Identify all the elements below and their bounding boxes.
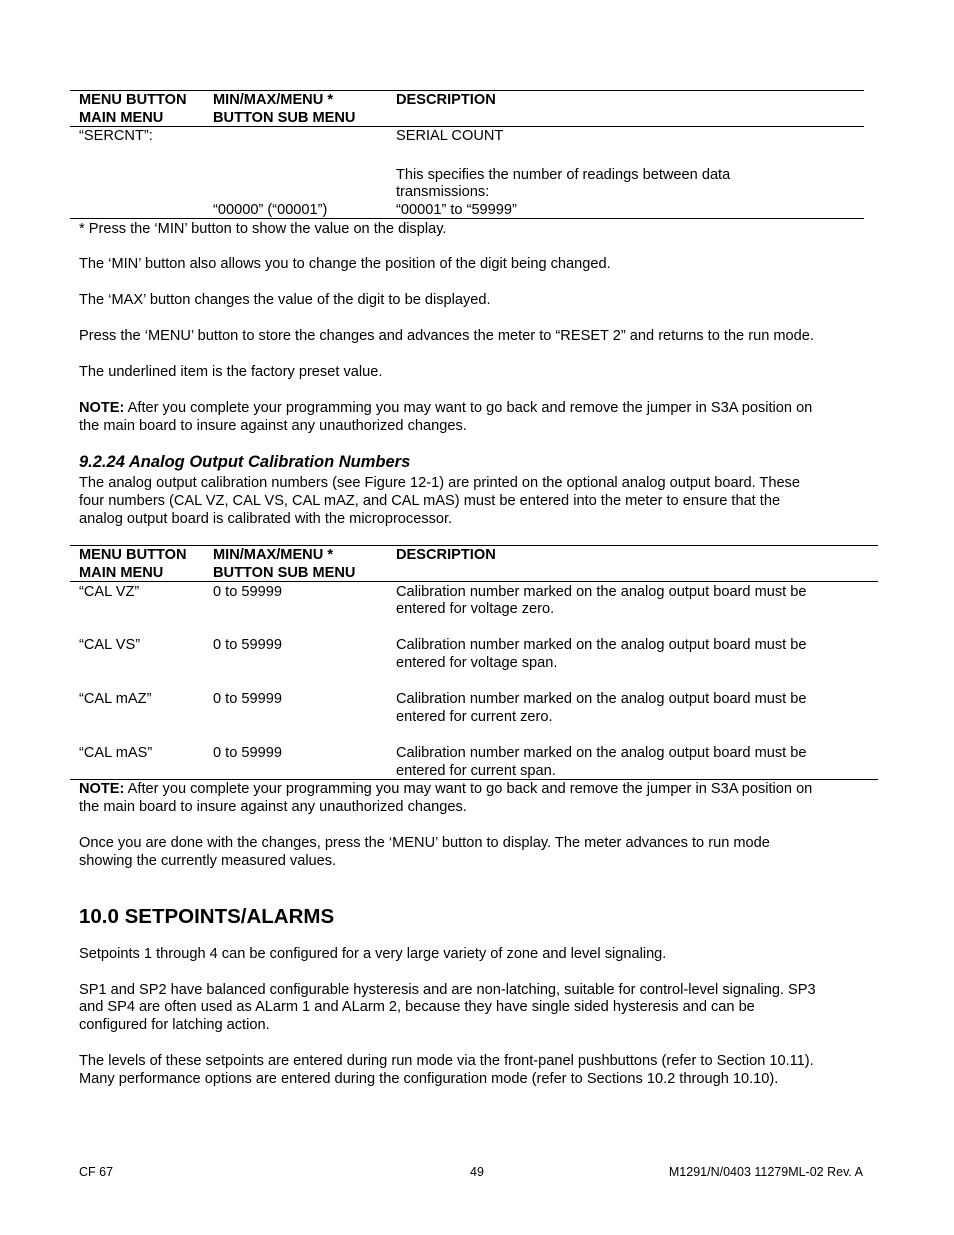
note2-line1 — [79, 780, 879, 798]
note-underlined: The underlined item is the factory preset value. — [79, 364, 383, 380]
done-para-line2: showing the currently measured values. — [79, 853, 337, 869]
table1-desc-line1: This specifies the number of readings between data — [396, 167, 731, 183]
table1-header-col1-line1: MENU BUTTON — [79, 92, 187, 108]
note-min-button: The ‘MIN’ button also allows you to change the position of the digit being changed. — [79, 256, 611, 272]
table2-header-col2-line1: MIN/MAX/MENU * — [213, 547, 333, 563]
table1-range: “00001” to “59999” — [396, 202, 517, 218]
note2-line2: the main board to insure against any unauthorized changes. — [79, 799, 467, 815]
table2-row4-desc1: Calibration number marked on the analog output board must be — [396, 745, 807, 761]
table1-bottom-rule — [70, 218, 864, 219]
table2-row4-desc2: entered for current span. — [396, 763, 556, 779]
table2-row3-range: 0 to 59999 — [213, 691, 282, 707]
section-924-line1: The analog output calibration numbers (see Figure 12-1) are printed on the optional analog output board. These — [79, 475, 800, 491]
footer-left: CF 67 — [79, 1165, 114, 1179]
note1-label: NOTE: — [79, 400, 125, 416]
section-924-line2: four numbers (CAL VZ, CAL VS, CAL mAZ, and CAL mAS) must be entered into the meter to ensure that the — [79, 493, 781, 509]
table1-desc-line2: transmissions: — [396, 184, 490, 200]
table2-row2-range: 0 to 59999 — [213, 637, 282, 653]
table2-row3-menu: “CAL mAZ” — [79, 691, 152, 707]
table2-row1-menu: “CAL VZ” — [79, 584, 140, 600]
table2-row2-desc1: Calibration number marked on the analog output board must be — [396, 637, 807, 653]
table1-menu-cell: “SERCNT”: — [79, 128, 153, 144]
note-press-min: * Press the ‘MIN’ button to show the value on the display. — [79, 221, 447, 237]
table2-header-col2-line2: BUTTON SUB MENU — [213, 565, 356, 581]
section-10-p3-line1: The levels of these setpoints are entered during run mode via the front-panel pushbuttons (refer to Section 10.11). — [79, 1053, 814, 1069]
note1-line2: the main board to insure against any unauthorized changes. — [79, 418, 467, 434]
table2-row1-range: 0 to 59999 — [213, 584, 282, 600]
table1-header-col1-line2: MAIN MENU — [79, 110, 164, 126]
table2-row2-desc2: entered for voltage span. — [396, 655, 558, 671]
table1-sub-value: “00000” (“00001”) — [213, 202, 328, 218]
footer-doc-id: M1291/N/0403 11279ML-02 Rev. A — [668, 1165, 863, 1179]
section-10-p2-line2: and SP4 are often used as ALarm 1 and ALarm 2, because they have single sided hysteresis and can be — [79, 999, 755, 1015]
note1-text: After you complete your programming you may want to go back and remove the jumper in S3A position on — [124, 400, 813, 416]
note-menu-button: Press the ‘MENU’ button to store the changes and advances the meter to “RESET 2” and returns to the run mode. — [79, 328, 814, 344]
section-10-p2-line3: configured for latching action. — [79, 1017, 270, 1033]
table2-row3-desc1: Calibration number marked on the analog output board must be — [396, 691, 807, 707]
note-max-button: The ‘MAX’ button changes the value of the digit to be displayed. — [79, 292, 491, 308]
table2-header-col1-line1: MENU BUTTON — [79, 547, 187, 563]
section-10-p1: Setpoints 1 through 4 can be configured for a very large variety of zone and level signaling. — [79, 946, 667, 962]
table1-header-col2-line2: BUTTON SUB MENU — [213, 110, 356, 126]
table1-header-col2-line1: MIN/MAX/MENU * — [213, 92, 333, 108]
table2-row2-menu: “CAL VS” — [79, 637, 141, 653]
table2-header-rule — [70, 581, 878, 582]
table2-row4-menu: “CAL mAS” — [79, 745, 153, 761]
table2-row3-desc2: entered for current zero. — [396, 709, 553, 725]
table1-desc-title: SERIAL COUNT — [396, 128, 504, 144]
section-10-heading: 10.0 SETPOINTS/ALARMS — [79, 905, 335, 928]
table2-row1-desc2: entered for voltage zero. — [396, 601, 555, 617]
note2-label: NOTE: — [79, 781, 125, 797]
footer-page-number: 49 — [470, 1165, 484, 1179]
done-para-line1: Once you are done with the changes, press the ‘MENU’ button to display. The meter advances to run mode — [79, 835, 770, 851]
note1-line1 — [79, 399, 879, 417]
section-10-p3-line2: Many performance options are entered during the configuration mode (refer to Sections 10.2 through 10.10). — [79, 1071, 779, 1087]
section-924-line3: analog output board is calibrated with the microprocessor. — [79, 511, 453, 527]
table2-row1-desc1: Calibration number marked on the analog output board must be — [396, 584, 807, 600]
table2-header-col1-line2: MAIN MENU — [79, 565, 164, 581]
table2-row4-range: 0 to 59999 — [213, 745, 282, 761]
section-10-p2-line1: SP1 and SP2 have balanced configurable hysteresis and are non-latching, suitable for control-level signaling. SP3 — [79, 982, 816, 998]
section-924-heading: 9.2.24 Analog Output Calibration Numbers — [79, 453, 411, 471]
table1-header-col3: DESCRIPTION — [396, 92, 496, 108]
table2-header-col3: DESCRIPTION — [396, 547, 496, 563]
note2-text: After you complete your programming you may want to go back and remove the jumper in S3A position on — [124, 781, 813, 797]
